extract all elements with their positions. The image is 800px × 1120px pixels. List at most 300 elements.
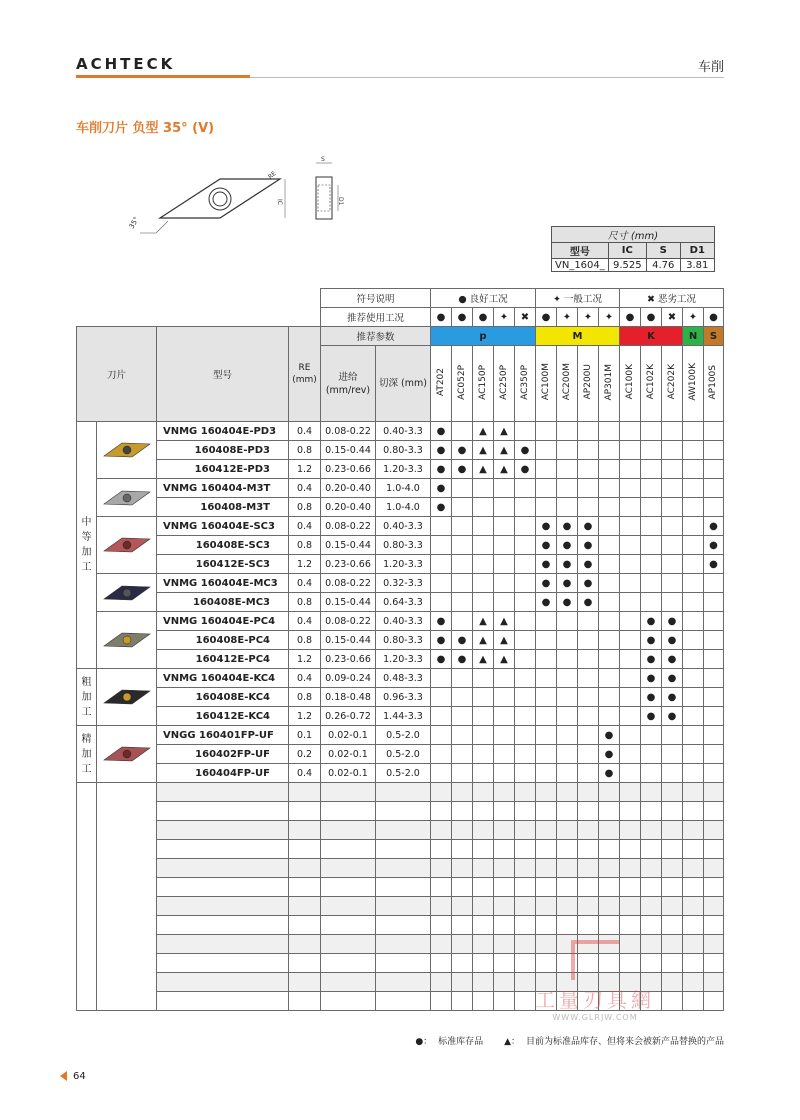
condition-symbol: ✖	[662, 308, 683, 327]
grade-mark	[557, 669, 578, 688]
grade-mark	[578, 498, 599, 517]
grade-mark: ▲	[494, 460, 515, 479]
footnote	[409, 1034, 724, 1047]
grade-mark	[704, 441, 724, 460]
depth-cell: 0.5-2.0	[376, 764, 431, 783]
empty-cell	[704, 821, 724, 840]
empty-cell	[452, 973, 473, 992]
grade-mark	[536, 745, 557, 764]
re-cell: 1.2	[289, 707, 321, 726]
grade-label: AP200U	[582, 364, 593, 400]
empty-cell	[599, 783, 620, 802]
grade-mark	[515, 422, 536, 441]
depth-cell: 0.96-3.3	[376, 688, 431, 707]
grade-mark	[704, 574, 724, 593]
empty-cell	[494, 973, 515, 992]
model-cell: VNMG 160404E-PD3	[157, 422, 289, 441]
group-n-bar: N	[683, 327, 704, 346]
grade-mark: ●	[536, 536, 557, 555]
grade-mark	[599, 498, 620, 517]
empty-cell	[683, 973, 704, 992]
empty-cell	[321, 821, 376, 840]
recommend-label: 推荐使用工况	[321, 308, 431, 327]
re-cell: 1.2	[289, 555, 321, 574]
feed-cell: 0.02-0.1	[321, 745, 376, 764]
empty-cell	[536, 821, 557, 840]
condition-symbol: ✦	[599, 308, 620, 327]
insert-image-cell	[97, 422, 157, 479]
symbol-label: 符号说明	[321, 289, 431, 308]
grade-mark	[704, 764, 724, 783]
empty-cell	[599, 840, 620, 859]
re-cell: 1.2	[289, 460, 321, 479]
empty-cell	[289, 821, 321, 840]
grade-mark	[515, 517, 536, 536]
grade-mark	[536, 650, 557, 669]
empty-cell	[704, 840, 724, 859]
empty-cell	[704, 897, 724, 916]
empty-cell	[599, 916, 620, 935]
category-label: 精加工	[81, 733, 92, 775]
re-cell: 0.8	[289, 441, 321, 460]
empty-cell	[599, 859, 620, 878]
table-row	[77, 460, 724, 479]
empty-cell	[620, 878, 641, 897]
empty-cell	[641, 840, 662, 859]
grade-mark: ●	[662, 707, 683, 726]
empty-cell	[431, 992, 452, 1011]
grade-mark	[662, 593, 683, 612]
grade-label: AC200M	[561, 363, 572, 401]
grade-mark	[473, 726, 494, 745]
re-cell: 0.4	[289, 612, 321, 631]
grade-mark	[431, 688, 452, 707]
empty-cell	[473, 840, 494, 859]
empty-cell	[536, 859, 557, 878]
grade-mark	[641, 726, 662, 745]
grade-mark	[620, 422, 641, 441]
grade-mark	[620, 726, 641, 745]
grade-label: AT202	[435, 367, 446, 397]
grade-mark	[578, 650, 599, 669]
empty-cell	[321, 935, 376, 954]
grade-mark	[620, 612, 641, 631]
empty-cell	[683, 935, 704, 954]
re-cell: 0.8	[289, 688, 321, 707]
grade-mark	[704, 688, 724, 707]
empty-cell	[578, 802, 599, 821]
grade-mark	[536, 688, 557, 707]
insert-image	[97, 612, 156, 668]
empty-cell	[494, 897, 515, 916]
dims-header: IC	[608, 243, 646, 259]
empty-cell	[515, 878, 536, 897]
empty-row	[77, 897, 724, 916]
grade-mark: ●	[557, 574, 578, 593]
empty-cell	[473, 821, 494, 840]
grade-mark: ●	[431, 479, 452, 498]
grade-mark	[683, 536, 704, 555]
grade-mark: ●	[641, 612, 662, 631]
params-header: 推荐参数	[321, 327, 431, 346]
grade-mark	[473, 764, 494, 783]
grade-mark: ●	[641, 707, 662, 726]
grade-mark	[641, 441, 662, 460]
dims-header: 型号	[552, 243, 609, 259]
empty-cell	[620, 897, 641, 916]
brand-accent-bar	[76, 75, 250, 78]
empty-cell	[662, 840, 683, 859]
grade-mark	[578, 460, 599, 479]
re-cell: 1.2	[289, 650, 321, 669]
grade-mark: ●	[578, 536, 599, 555]
grade-mark	[599, 707, 620, 726]
category-cell-empty	[77, 783, 97, 1011]
insert-photo	[102, 439, 152, 461]
grade-mark	[578, 764, 599, 783]
grade-mark	[536, 631, 557, 650]
feed-cell: 0.23-0.66	[321, 555, 376, 574]
grade-mark: ●	[536, 555, 557, 574]
grade-mark	[641, 555, 662, 574]
empty-cell	[704, 878, 724, 897]
empty-cell	[157, 783, 289, 802]
grade-mark: ●	[452, 460, 473, 479]
model-cell: 160404FP-UF	[157, 764, 289, 783]
grade-mark	[599, 574, 620, 593]
grade-mark: ●	[578, 574, 599, 593]
empty-row	[77, 783, 724, 802]
grade-mark: ●	[641, 688, 662, 707]
empty-cell	[662, 973, 683, 992]
grade-mark	[599, 441, 620, 460]
model-cell: VNMG 160404E-PC4	[157, 612, 289, 631]
model-col-header: 型号	[157, 327, 289, 422]
insert-image	[97, 479, 156, 516]
empty-cell	[515, 840, 536, 859]
depth-cell: 0.80-3.3	[376, 631, 431, 650]
empty-cell	[641, 897, 662, 916]
empty-cell	[620, 916, 641, 935]
model-cell: VNMG 160404E-SC3	[157, 517, 289, 536]
depth-cell: 0.5-2.0	[376, 726, 431, 745]
grade-mark	[662, 555, 683, 574]
table-row	[77, 536, 724, 555]
grade-mark	[620, 688, 641, 707]
grade-mark	[557, 441, 578, 460]
grade-mark	[536, 764, 557, 783]
empty-cell	[452, 897, 473, 916]
grade-mark	[494, 726, 515, 745]
grade-mark	[641, 593, 662, 612]
grade-mark: ●	[431, 498, 452, 517]
table-row	[77, 498, 724, 517]
grade-mark: ●	[557, 536, 578, 555]
grade-mark: ●	[641, 650, 662, 669]
grade-mark	[662, 536, 683, 555]
model-cell: 160412E-PC4	[157, 650, 289, 669]
grade-mark	[599, 460, 620, 479]
re-cell: 0.4	[289, 422, 321, 441]
feed-cell: 0.08-0.22	[321, 574, 376, 593]
grade-mark	[641, 764, 662, 783]
grade-mark	[662, 517, 683, 536]
empty-cell	[157, 859, 289, 878]
grade-mark	[704, 726, 724, 745]
empty-cell	[662, 935, 683, 954]
category-label: 中等加工	[81, 517, 92, 573]
grade-mark	[704, 631, 724, 650]
grade-mark	[557, 745, 578, 764]
grade-mark	[536, 422, 557, 441]
table-row	[77, 574, 724, 593]
empty-cell	[515, 802, 536, 821]
grade-mark	[578, 612, 599, 631]
empty-cell	[494, 859, 515, 878]
empty-cell	[515, 992, 536, 1011]
condition-symbol: ●	[620, 308, 641, 327]
empty-cell	[704, 992, 724, 1011]
empty-cell	[321, 859, 376, 878]
empty-cell	[683, 783, 704, 802]
grade-mark	[452, 593, 473, 612]
grade-mark	[599, 631, 620, 650]
empty-cell	[157, 916, 289, 935]
table-row	[77, 631, 724, 650]
grade-mark	[578, 669, 599, 688]
re-cell: 0.4	[289, 574, 321, 593]
empty-cell	[452, 783, 473, 802]
footnote-triangle-text: 目前为标准品库存、但将来会被新产品替换的产品	[525, 1037, 724, 1047]
grade-mark	[599, 650, 620, 669]
depth-cell: 1.20-3.3	[376, 650, 431, 669]
empty-cell	[289, 916, 321, 935]
grade-label: AC150P	[477, 364, 488, 400]
depth-cell: 0.40-3.3	[376, 422, 431, 441]
grade-label: AC100M	[540, 363, 551, 401]
grade-header	[515, 346, 536, 422]
empty-cell	[515, 954, 536, 973]
grade-mark	[473, 745, 494, 764]
grade-mark	[557, 612, 578, 631]
category-cell	[77, 422, 97, 669]
depth-cell: 0.64-3.3	[376, 593, 431, 612]
grade-mark	[431, 574, 452, 593]
grade-mark	[452, 745, 473, 764]
model-cell: 160408E-MC3	[157, 593, 289, 612]
grade-mark: ▲	[473, 650, 494, 669]
condition-symbol: ✦	[578, 308, 599, 327]
empty-cell	[536, 783, 557, 802]
grade-mark	[704, 669, 724, 688]
re-cell: 0.4	[289, 669, 321, 688]
empty-cell	[473, 954, 494, 973]
empty-cell	[452, 935, 473, 954]
empty-cell	[321, 916, 376, 935]
grade-mark	[557, 726, 578, 745]
grade-mark: ●	[431, 441, 452, 460]
insert-image-cell	[97, 574, 157, 612]
empty-cell	[578, 783, 599, 802]
depth-cell: 0.5-2.0	[376, 745, 431, 764]
watermark-logo	[571, 940, 619, 980]
table-row	[77, 688, 724, 707]
grade-mark: ●	[515, 441, 536, 460]
grade-mark: ▲	[494, 650, 515, 669]
grade-mark	[515, 669, 536, 688]
grade-label: AC100K	[624, 364, 635, 400]
grade-mark	[662, 479, 683, 498]
grade-mark	[494, 745, 515, 764]
grade-mark: ▲	[494, 422, 515, 441]
table-row	[77, 517, 724, 536]
empty-cell	[662, 992, 683, 1011]
empty-cell	[157, 935, 289, 954]
section-title: 车削	[697, 60, 724, 75]
empty-cell	[578, 916, 599, 935]
grade-header	[578, 346, 599, 422]
empty-cell	[515, 897, 536, 916]
grade-mark: ●	[662, 612, 683, 631]
grade-mark	[683, 574, 704, 593]
grade-mark	[620, 517, 641, 536]
empty-cell	[578, 859, 599, 878]
empty-cell	[620, 859, 641, 878]
empty-cell	[683, 821, 704, 840]
grade-mark	[620, 460, 641, 479]
insert-image	[97, 726, 156, 782]
grade-mark	[620, 707, 641, 726]
re-cell: 0.2	[289, 745, 321, 764]
grade-mark	[515, 764, 536, 783]
condition-symbol: ●	[536, 308, 557, 327]
dims-caption: 尺寸 (mm)	[552, 227, 715, 243]
empty-cell	[662, 859, 683, 878]
empty-cell	[662, 916, 683, 935]
empty-cell	[473, 783, 494, 802]
grade-mark	[620, 574, 641, 593]
feed-cell: 0.20-0.40	[321, 479, 376, 498]
empty-cell	[376, 954, 431, 973]
empty-cell	[683, 992, 704, 1011]
angle-label: 35°	[127, 215, 141, 231]
empty-cell	[494, 821, 515, 840]
empty-cell	[494, 935, 515, 954]
empty-cell	[431, 783, 452, 802]
grade-mark: ●	[704, 555, 724, 574]
grade-mark	[620, 498, 641, 517]
empty-cell	[431, 840, 452, 859]
grade-mark	[641, 422, 662, 441]
model-cell: VNMG 160404E-MC3	[157, 574, 289, 593]
grade-mark	[536, 612, 557, 631]
grade-mark	[536, 441, 557, 460]
grade-mark	[620, 650, 641, 669]
re-cell: 0.1	[289, 726, 321, 745]
feed-cell: 0.15-0.44	[321, 593, 376, 612]
empty-cell	[431, 897, 452, 916]
empty-cell	[494, 916, 515, 935]
empty-row	[77, 878, 724, 897]
depth-cell: 0.80-3.3	[376, 536, 431, 555]
empty-cell	[494, 840, 515, 859]
grade-mark	[557, 650, 578, 669]
grade-header	[683, 346, 704, 422]
empty-cell	[599, 878, 620, 897]
condition-symbol: ✖	[515, 308, 536, 327]
grade-mark	[494, 536, 515, 555]
empty-cell	[473, 802, 494, 821]
dims-header: S	[646, 243, 680, 259]
condition-symbol: ●	[704, 308, 724, 327]
legend-bad: ✖ 恶劣工况	[620, 289, 724, 308]
empty-cell	[431, 935, 452, 954]
grade-mark	[452, 498, 473, 517]
condition-symbol: ✦	[557, 308, 578, 327]
grade-mark	[515, 612, 536, 631]
empty-cell	[704, 935, 724, 954]
group-k-bar: K	[620, 327, 683, 346]
grade-mark: ●	[662, 669, 683, 688]
empty-cell	[321, 992, 376, 1011]
grade-mark	[452, 726, 473, 745]
grade-mark	[662, 726, 683, 745]
grade-mark	[683, 460, 704, 479]
empty-cell	[431, 954, 452, 973]
empty-row	[77, 859, 724, 878]
grade-mark	[683, 517, 704, 536]
table-row	[77, 479, 724, 498]
grade-header	[641, 346, 662, 422]
grade-mark	[452, 536, 473, 555]
table-row	[77, 707, 724, 726]
grade-mark	[557, 764, 578, 783]
group-s-bar: S	[704, 327, 724, 346]
empty-cell	[683, 840, 704, 859]
grade-mark	[536, 460, 557, 479]
grade-mark	[662, 441, 683, 460]
feed-cell: 0.23-0.66	[321, 650, 376, 669]
grade-mark: ▲	[494, 441, 515, 460]
feed-cell: 0.23-0.66	[321, 460, 376, 479]
insert-image-cell	[97, 517, 157, 574]
insert-image-cell	[97, 726, 157, 783]
insert-image	[97, 574, 156, 611]
empty-cell	[662, 802, 683, 821]
grade-mark: ●	[599, 764, 620, 783]
model-cell: 160412E-PD3	[157, 460, 289, 479]
empty-cell	[157, 954, 289, 973]
footnote-circle-text: 标准库存品	[438, 1037, 484, 1047]
grade-mark: ●	[704, 517, 724, 536]
empty-cell	[494, 878, 515, 897]
grade-label: AC250P	[498, 364, 509, 400]
empty-cell	[473, 878, 494, 897]
grade-mark	[557, 422, 578, 441]
grade-mark	[431, 555, 452, 574]
grade-mark	[704, 650, 724, 669]
dims-value: 3.81	[680, 259, 714, 272]
insert-photo	[102, 582, 152, 604]
grade-mark	[515, 479, 536, 498]
category-label: 粗加工	[81, 676, 92, 718]
grade-mark	[473, 498, 494, 517]
grade-mark	[557, 631, 578, 650]
grade-mark: ●	[578, 517, 599, 536]
empty-cell	[157, 897, 289, 916]
insert-photo	[102, 629, 152, 651]
grade-mark	[515, 745, 536, 764]
